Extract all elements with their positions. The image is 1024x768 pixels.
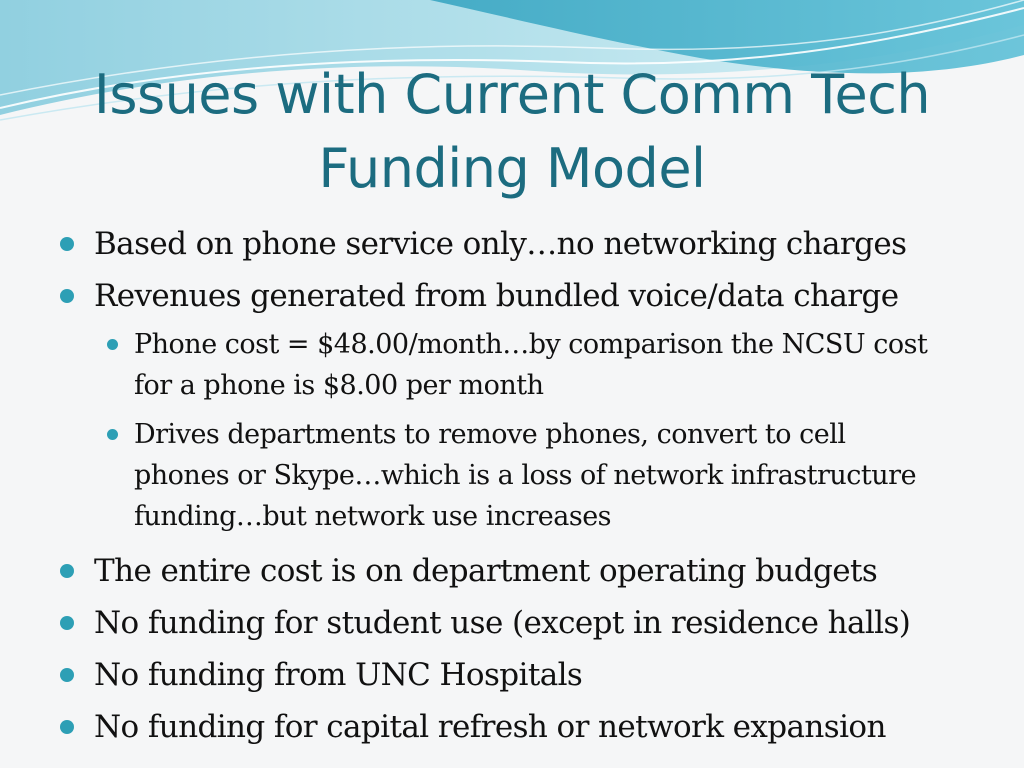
bullet-item [60,218,1010,270]
slide-title [40,58,984,206]
bullet-text: The entire cost is on department operating budgets [94,553,878,589]
bullet-item [60,649,1010,701]
bullet-list [60,218,1010,753]
title-line-2: Funding Model [318,137,706,200]
sub-bullet-text-line: Phone cost = $48.00/month…by comparison the NCSU cost [134,329,928,360]
bullet-text: No funding for capital refresh or network expansion [94,709,886,745]
sub-bullet-text-line: for a phone is $8.00 per month [134,370,544,401]
bullet-item [60,270,1010,322]
bullet-item [60,545,1010,597]
bullet-dot-icon [60,237,74,251]
sub-bullet-text-line: funding…but network use increases [134,501,612,532]
sub-bullet-dot-icon [107,339,118,350]
bullet-dot-icon [60,668,74,682]
bullet-item [60,701,1010,753]
bullet-dot-icon [60,289,74,303]
bullet-text: Revenues generated from bundled voice/data charge [94,278,899,314]
bullet-text: No funding from UNC Hospitals [94,657,583,693]
bullet-text: No funding for student use (except in residence halls) [94,605,911,641]
bullet-dot-icon [60,564,74,578]
sub-bullet-text-line: Drives departments to remove phones, convert to cell [134,419,846,450]
bullet-dot-icon [60,720,74,734]
sub-bullet-text-line: phones or Skype…which is a loss of network infrastructure [134,460,917,491]
sub-bullet-item [134,414,1010,537]
bullet-dot-icon [60,616,74,630]
bullet-text: Based on phone service only…no networking charges [94,226,907,262]
title-line-1: Issues with Current Comm Tech [93,63,931,126]
sub-bullet-dot-icon [107,429,118,440]
sub-bullet-item [134,324,1010,406]
bullet-item [60,597,1010,649]
